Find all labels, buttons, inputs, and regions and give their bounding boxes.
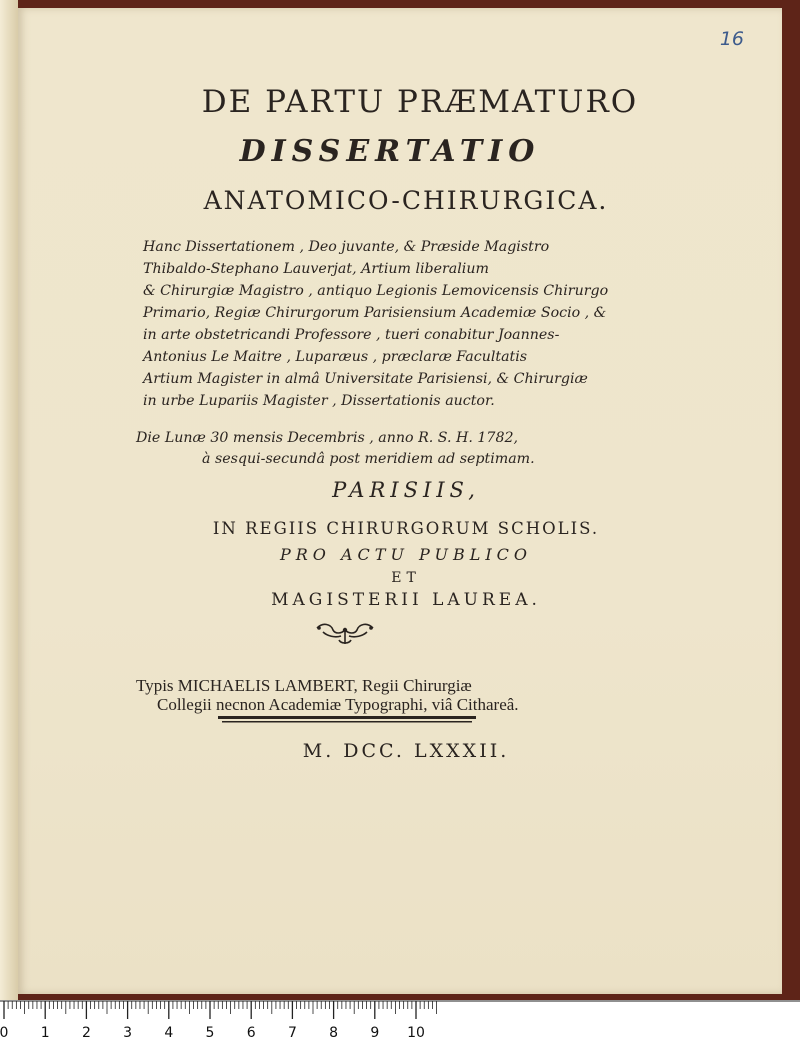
ruler-label: 0 <box>0 1025 9 1041</box>
publication-year: M. DCC. LXXXII. <box>302 740 510 762</box>
title-line-1: DE PARTU PRÆMATURO <box>201 84 639 120</box>
ruler-label: 1 <box>40 1025 50 1041</box>
ruler-label: 10 <box>407 1025 425 1041</box>
ruler-label: 8 <box>329 1025 339 1041</box>
ruler-label: 5 <box>205 1025 215 1041</box>
printer-imprint <box>136 676 519 714</box>
ruler-label: 4 <box>164 1025 174 1041</box>
measurement-ruler <box>0 1000 800 1041</box>
paragraph-line: Antonius Le Maitre , Luparæus , præclaræ Facultatis <box>143 349 528 365</box>
actu-line: PRO ACTU PUBLICO <box>279 545 533 564</box>
laurea-line: MAGISTERII LAUREA. <box>271 590 541 610</box>
date-line: à sesqui-secundâ post meridiem ad septimam. <box>202 451 535 467</box>
folio-number: 16 <box>719 28 744 50</box>
ruler-label: 6 <box>246 1025 256 1041</box>
date-line: Die Lunæ 30 mensis Decembris , anno R. S. H. 1782, <box>136 430 519 446</box>
title-page <box>18 8 782 994</box>
place-name: PARISIIS, <box>332 478 480 502</box>
paragraph-line: & Chirurgiæ Magistro , antiquo Legionis Lemovicensis Chirurgo <box>143 283 609 299</box>
paragraph-line: Thibaldo-Stephano Lauverjat, Artium liberalium <box>143 261 489 277</box>
dedication-paragraph <box>143 236 609 412</box>
ruler-label: 9 <box>370 1025 380 1041</box>
title-line-2: DISSERTATIO <box>239 134 541 169</box>
paragraph-line: Hanc Dissertationem , Deo juvante, & Præside Magistro <box>143 239 550 255</box>
title-line-3: ANATOMICO-CHIRURGICA. <box>203 186 609 215</box>
et-line: ET <box>391 570 421 586</box>
fleuron-ornament <box>313 620 377 648</box>
ruler-label: 3 <box>123 1025 133 1041</box>
paragraph-line: in urbe Lupariis Magister , Dissertationis auctor. <box>143 393 495 409</box>
decorative-rule <box>218 716 476 724</box>
imprint-line: Collegii necnon Academiæ Typographi, viâ Cithareâ. <box>157 695 519 714</box>
imprint-line: Typis MICHAELIS LAMBERT, Regii Chirurgiæ <box>136 676 472 695</box>
venue-line: IN REGIIS CHIRURGORUM SCHOLIS. <box>212 519 600 538</box>
defense-date <box>136 428 535 470</box>
paragraph-line: in arte obstetricandi Professore , tueri conabitur Joannes- <box>143 327 560 343</box>
ruler-label: 2 <box>81 1025 91 1041</box>
ruler-label: 7 <box>287 1025 297 1041</box>
paragraph-line: Primario, Regiæ Chirurgorum Parisiensium Academiæ Socio , & <box>143 305 607 321</box>
paragraph-line: Artium Magister in almâ Universitate Parisiensi, & Chirurgiæ <box>143 371 588 387</box>
